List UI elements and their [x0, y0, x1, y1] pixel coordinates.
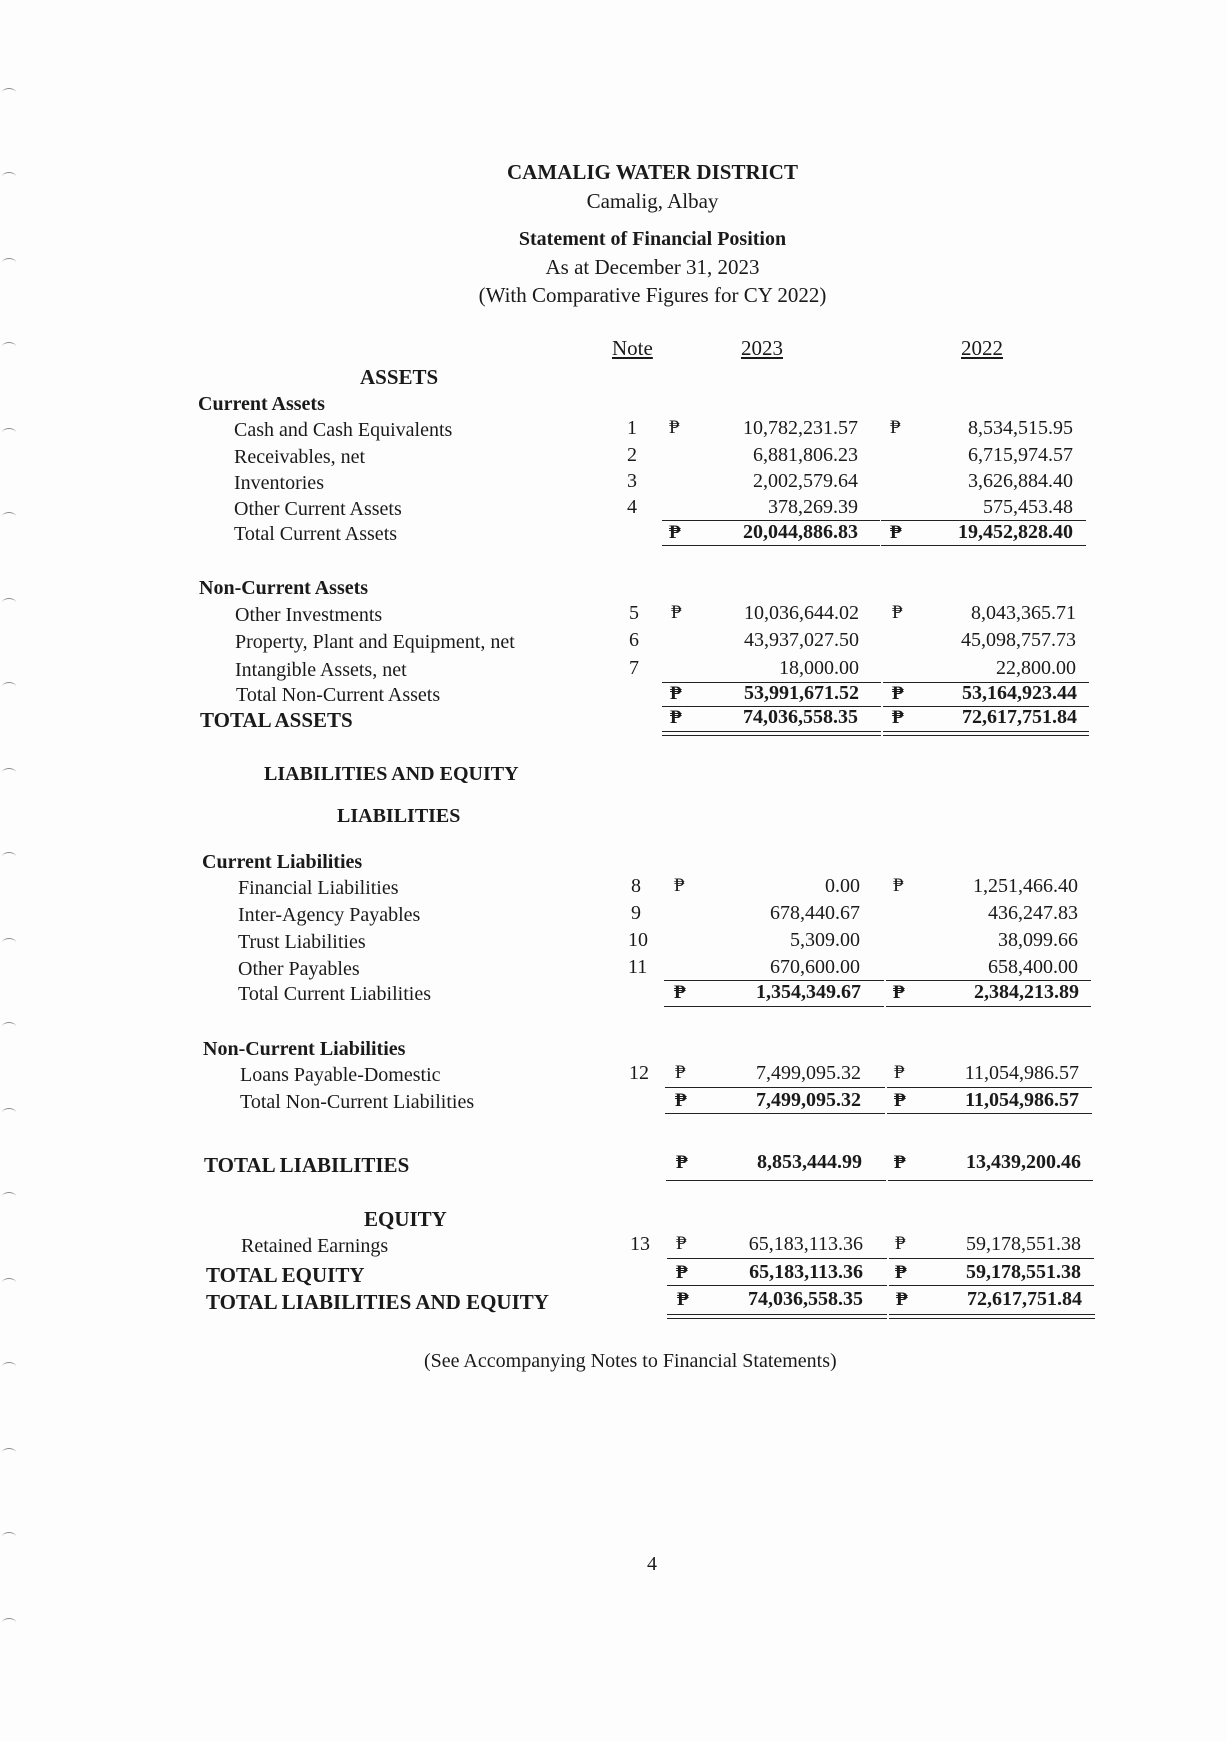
subtotal-label: Total Non-Current Assets: [236, 684, 441, 706]
subtotal-rule: [886, 1006, 1091, 1007]
line-item-label: Cash and Cash Equivalents: [234, 419, 453, 441]
peso-sign: ₱: [675, 1090, 687, 1111]
peso-sign: ₱: [670, 707, 682, 728]
peso-sign: ₱: [676, 1152, 688, 1173]
page-number: 4: [647, 1553, 657, 1575]
grand-total-2022: 72,617,751.84: [967, 1288, 1082, 1310]
peso-sign: ₱: [895, 1233, 906, 1254]
peso-sign: ₱: [894, 1090, 906, 1111]
footer-note: (See Accompanying Notes to Financial Statements): [424, 1350, 837, 1372]
peso-sign: ₱: [675, 1062, 686, 1083]
amount-2022: 38,099.66: [998, 929, 1078, 951]
note-ref: 5: [629, 602, 639, 624]
note-ref: 1: [627, 417, 637, 439]
line-item-label: Loans Payable-Domestic: [240, 1064, 441, 1086]
double-rule: [889, 1318, 1095, 1319]
subtotal-2022: 2,384,213.89: [974, 981, 1079, 1003]
line-item-label: Receivables, net: [234, 446, 366, 468]
total-liabilities-label: TOTAL LIABILITIES: [204, 1153, 410, 1177]
subtotal-rule: [887, 1087, 1092, 1088]
peso-sign: ₱: [671, 602, 682, 623]
subtotal-label: Total Current Liabilities: [238, 983, 431, 1005]
equity-title: EQUITY: [364, 1207, 447, 1231]
peso-sign: ₱: [676, 1233, 687, 1254]
peso-sign: ₱: [890, 417, 901, 438]
line-item-label: Retained Earnings: [241, 1235, 389, 1257]
amount-2023: 65,183,113.36: [748, 1233, 863, 1255]
amount-2022: 22,800.00: [996, 657, 1076, 679]
statement-date: As at December 31, 2023: [545, 255, 760, 279]
line-item-label: Inter-Agency Payables: [238, 904, 421, 926]
note-ref: 13: [630, 1233, 650, 1255]
note-ref: 4: [627, 496, 637, 518]
amount-2022: 45,098,757.73: [961, 629, 1076, 651]
line-item-label: Financial Liabilities: [238, 877, 399, 899]
line-item-label: Other Payables: [238, 958, 360, 980]
peso-sign: ₱: [674, 875, 685, 896]
line-item-label: Property, Plant and Equipment, net: [235, 631, 515, 653]
amount-2023: 10,036,644.02: [744, 602, 859, 624]
peso-sign: ₱: [894, 1062, 905, 1083]
note-ref: 11: [628, 956, 648, 978]
note-ref: 3: [627, 470, 637, 492]
line-item-label: Trust Liabilities: [238, 931, 366, 953]
amount-2023: 378,269.39: [768, 496, 858, 518]
subtotal-2023: 20,044,886.83: [743, 521, 858, 543]
assets-title: ASSETS: [360, 365, 439, 389]
entity-name: CAMALIG WATER DISTRICT: [507, 160, 798, 184]
peso-sign: ₱: [893, 875, 904, 896]
line-item-label: Other Investments: [235, 604, 383, 626]
amount-2023: 7,499,095.32: [756, 1062, 861, 1084]
total-assets-2022: 72,617,751.84: [962, 706, 1077, 728]
peso-sign: ₱: [670, 683, 682, 704]
total-assets-label: TOTAL ASSETS: [200, 708, 353, 732]
amount-2022: 8,043,365.71: [971, 602, 1076, 624]
total-rule: [666, 1180, 886, 1181]
subtotal-2023: 1,354,349.67: [756, 981, 861, 1003]
total-assets-2023: 74,036,558.35: [743, 706, 858, 728]
amount-2023: 670,600.00: [770, 956, 860, 978]
subtotal-2023: 53,991,671.52: [744, 682, 859, 704]
noncurrent-liabilities-heading: Non-Current Liabilities: [203, 1038, 406, 1060]
subtotal-rule: [662, 545, 880, 546]
subtotal-rule: [665, 1113, 885, 1114]
grand-total-label: TOTAL LIABILITIES AND EQUITY: [206, 1290, 549, 1314]
year-2023-header: 2023: [741, 336, 783, 360]
amount-2023: 6,881,806.23: [753, 444, 858, 466]
peso-sign: ₱: [674, 982, 686, 1003]
comparative-note: (With Comparative Figures for CY 2022): [478, 283, 827, 307]
note-ref: 6: [629, 629, 639, 651]
peso-sign: ₱: [676, 1262, 688, 1283]
total-rule: [888, 1180, 1093, 1181]
subtotal-2022: 11,054,986.57: [965, 1089, 1079, 1111]
note-column-header: Note: [612, 336, 653, 360]
current-liabilities-heading: Current Liabilities: [202, 851, 363, 873]
subtotal-2023: 7,499,095.32: [756, 1089, 861, 1111]
line-item-label: Inventories: [234, 472, 324, 494]
subtotal-rule: [889, 1285, 1094, 1286]
total-equity-2023: 65,183,113.36: [749, 1261, 863, 1283]
note-ref: 8: [631, 875, 641, 897]
subtotal-rule: [665, 1087, 885, 1088]
amount-2022: 8,534,515.95: [968, 417, 1073, 439]
peso-sign: ₱: [669, 522, 681, 543]
subtotal-label: Total Non-Current Liabilities: [240, 1091, 475, 1113]
subtotal-rule: [887, 1113, 1092, 1114]
total-liabilities-2022: 13,439,200.46: [966, 1151, 1081, 1173]
amount-2022: 658,400.00: [988, 956, 1078, 978]
peso-sign: ₱: [893, 982, 905, 1003]
peso-sign: ₱: [890, 522, 902, 543]
peso-sign: ₱: [677, 1289, 689, 1310]
amount-2022: 1,251,466.40: [973, 875, 1078, 897]
note-ref: 12: [629, 1062, 649, 1084]
liabilities-equity-title: LIABILITIES AND EQUITY: [264, 763, 519, 785]
peso-sign: ₱: [892, 602, 903, 623]
double-rule: [662, 735, 881, 736]
amount-2023: 2,002,579.64: [753, 470, 858, 492]
subtotal-label: Total Current Assets: [234, 523, 398, 545]
note-ref: 7: [629, 657, 639, 679]
noncurrent-assets-heading: Non-Current Assets: [199, 577, 369, 599]
subtotal-2022: 53,164,923.44: [962, 682, 1077, 704]
amount-2022: 436,247.83: [988, 902, 1078, 924]
amount-2023: 0.00: [825, 875, 860, 897]
total-liabilities-2023: 8,853,444.99: [757, 1151, 862, 1173]
double-rule: [667, 1318, 887, 1319]
amount-2023: 18,000.00: [779, 657, 859, 679]
peso-sign: ₱: [896, 1289, 908, 1310]
amount-2023: 5,309.00: [790, 929, 860, 951]
current-assets-heading: Current Assets: [198, 393, 325, 415]
subtotal-rule: [889, 1258, 1094, 1259]
subtotal-rule: [667, 1258, 887, 1259]
peso-sign: ₱: [894, 1152, 906, 1173]
peso-sign: ₱: [669, 417, 680, 438]
note-ref: 9: [631, 902, 641, 924]
amount-2022: 575,453.48: [983, 496, 1073, 518]
statement-title: Statement of Financial Position: [518, 228, 787, 250]
peso-sign: ₱: [895, 1262, 907, 1283]
total-equity-2022: 59,178,551.38: [966, 1261, 1081, 1283]
note-ref: 10: [628, 929, 648, 951]
line-item-label: Other Current Assets: [234, 498, 402, 520]
year-2022-header: 2022: [961, 336, 1003, 360]
note-ref: 2: [627, 444, 637, 466]
subtotal-rule: [667, 1285, 887, 1286]
double-rule: [667, 1314, 887, 1315]
amount-2023: 43,937,027.50: [744, 629, 859, 651]
grand-total-2023: 74,036,558.35: [748, 1288, 863, 1310]
amount-2023: 678,440.67: [770, 902, 860, 924]
double-rule: [889, 1314, 1095, 1315]
amount-2022: 59,178,551.38: [966, 1233, 1081, 1255]
amount-2022: 11,054,986.57: [964, 1062, 1079, 1084]
subtotal-rule: [664, 1006, 884, 1007]
peso-sign: ₱: [892, 707, 904, 728]
double-rule: [883, 735, 1089, 736]
liabilities-title: LIABILITIES: [337, 805, 461, 827]
subtotal-2022: 19,452,828.40: [958, 521, 1073, 543]
amount-2023: 10,782,231.57: [743, 417, 858, 439]
entity-location: Camalig, Albay: [586, 189, 719, 213]
subtotal-rule: [881, 545, 1086, 546]
amount-2022: 6,715,974.57: [968, 444, 1073, 466]
amount-2022: 3,626,884.40: [968, 470, 1073, 492]
line-item-label: Intangible Assets, net: [235, 659, 407, 681]
double-rule: [662, 731, 881, 732]
total-equity-label: TOTAL EQUITY: [206, 1263, 365, 1287]
peso-sign: ₱: [892, 683, 904, 704]
double-rule: [883, 731, 1089, 732]
